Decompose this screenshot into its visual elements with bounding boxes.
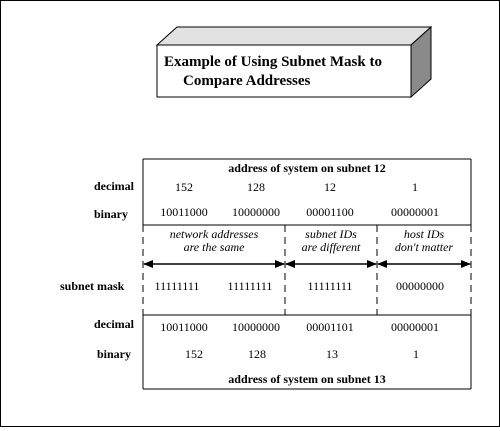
diagram-canvas — [1, 1, 499, 426]
bottom-row1-octet-1: 10011000 — [160, 320, 208, 334]
title-box-top-face — [157, 27, 431, 45]
network-note-line-1: network addresses — [169, 227, 259, 241]
bottom-row2-octet-3: 13 — [326, 347, 338, 361]
subnet-mask-label: subnet mask — [60, 279, 125, 293]
bottom-system-caption: address of system on subnet 13 — [228, 372, 386, 386]
subnet-note-line-2: are different — [301, 240, 361, 254]
top-binary-octet-2: 10000000 — [232, 205, 280, 219]
top-decimal-octet-3: 12 — [324, 180, 336, 194]
top-decimal-octet-2: 128 — [247, 180, 265, 194]
title-line-2: Compare Addresses — [183, 73, 311, 89]
bottom-row1-octet-2: 10000000 — [232, 320, 280, 334]
title-box-front-face — [157, 45, 411, 97]
mask-octet-2: 11111111 — [227, 279, 273, 293]
title-line-1: Example of Using Subnet Mask to — [164, 54, 382, 70]
host-note-line-2: don't matter — [394, 240, 454, 254]
bottom-row1-octet-4: 00000001 — [391, 320, 439, 334]
mask-octet-4: 00000000 — [396, 279, 444, 293]
bottom-row2-octet-2: 128 — [248, 347, 266, 361]
bottom-system-block — [94, 315, 471, 389]
top-decimal-octet-4: 1 — [412, 180, 418, 194]
top-binary-octet-1: 10011000 — [160, 205, 208, 219]
network-note-line-2: are the same — [183, 240, 245, 254]
top-decimal-octet-1: 152 — [175, 180, 193, 194]
subnet-note-line-1: subnet IDs — [305, 227, 357, 241]
top-system-caption: address of system on subnet 12 — [228, 161, 386, 175]
top-binary-octet-3: 00001100 — [306, 205, 354, 219]
top-binary-octet-4: 00000001 — [391, 205, 439, 219]
mask-octet-3: 11111111 — [307, 279, 353, 293]
bottom-row1-octet-3: 00001101 — [306, 320, 354, 334]
bottom-decimal-label: decimal — [94, 317, 134, 331]
mask-octet-1: 11111111 — [154, 279, 200, 293]
subnet-mask-row — [60, 279, 444, 293]
bottom-row2-octet-4: 1 — [413, 347, 419, 361]
top-decimal-label: decimal — [94, 179, 134, 193]
top-binary-label: binary — [94, 207, 129, 221]
bottom-row2-octet-1: 152 — [185, 347, 203, 361]
host-note-line-1: host IDs — [403, 227, 445, 241]
title-box — [157, 27, 431, 97]
bottom-binary-label: binary — [97, 347, 132, 361]
top-system-block — [94, 159, 471, 225]
annotations — [144, 227, 470, 264]
